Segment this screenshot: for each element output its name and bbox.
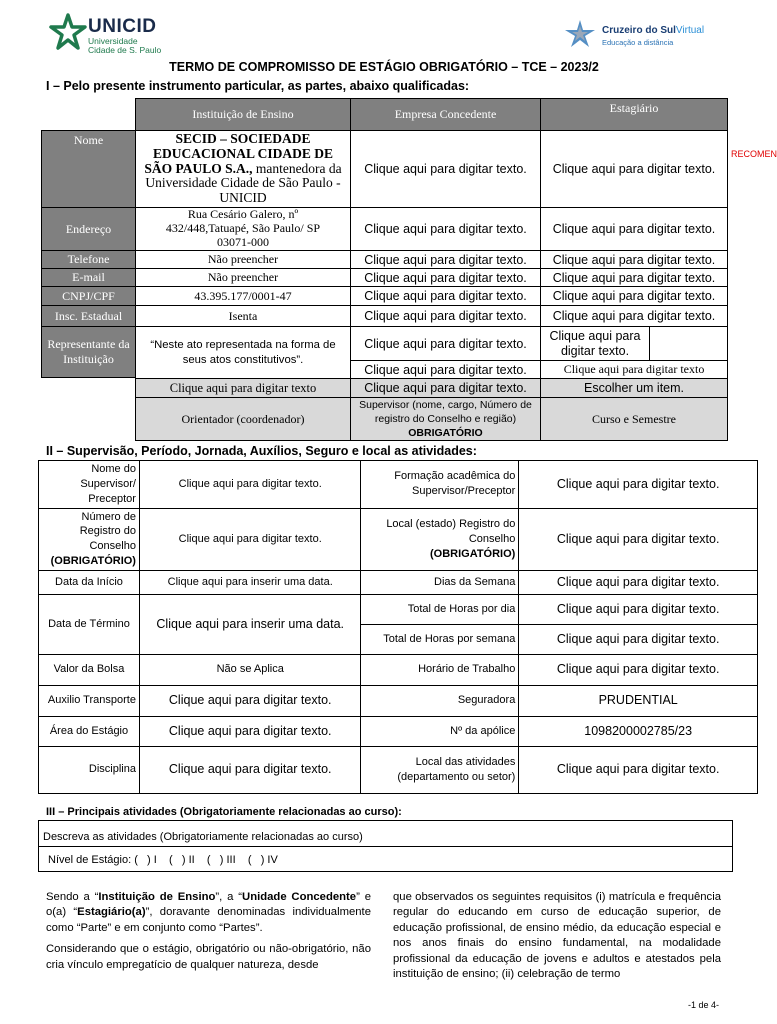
horario-field[interactable]: Clique aqui para digitar texto. xyxy=(519,654,758,685)
estagiario-cpf-field[interactable]: Clique aqui para digitar texto. xyxy=(540,286,728,306)
divider xyxy=(39,846,732,847)
estagiario-email-field[interactable]: Clique aqui para digitar texto. xyxy=(540,268,728,287)
curso-label: Curso e Semestre xyxy=(540,397,728,441)
unicid-line1: Universidade xyxy=(88,36,138,46)
label-num-registro xyxy=(39,508,140,570)
paragraph-considerando: Considerando que o estágio, obrigatório ou não-obrigatório, não cria vínculo empregatício de qualquer natureza, desde xyxy=(46,943,371,971)
empresa-endereco-field[interactable]: Clique aqui para digitar texto. xyxy=(350,207,541,251)
unicid-star-icon xyxy=(48,12,88,52)
label-auxilio: Auxilio Transporte xyxy=(39,685,140,716)
label-cnpj: CNPJ/CPF xyxy=(41,286,136,306)
estagiario-rep-line2: digitar texto. xyxy=(560,343,630,358)
empresa-insc-field[interactable]: Clique aqui para digitar texto. xyxy=(350,305,541,327)
inst-telefone: Não preencher xyxy=(135,250,351,269)
cruzeiro-tagline: Educação a distância xyxy=(602,38,674,47)
formacao-field[interactable]: Clique aqui para digitar texto. xyxy=(519,461,758,509)
inst-nome xyxy=(135,130,351,208)
unicid-name: UNICID xyxy=(88,16,157,37)
valor-bolsa-field[interactable]: Não se Aplica xyxy=(139,654,361,685)
section1-heading: I – Pelo presente instrumento particular, as partes, abaixo qualificadas: xyxy=(46,79,470,93)
label-representante: Representante da Instituição xyxy=(41,326,136,378)
label-dias-semana: Dias da Semana xyxy=(361,570,519,594)
label-data-termino: Data de Término xyxy=(39,594,140,654)
local-estado-field[interactable]: Clique aqui para digitar texto. xyxy=(519,508,758,570)
estagiario-telefone-field[interactable]: Clique aqui para digitar texto. xyxy=(540,250,728,269)
nome-supervisor-field[interactable]: Clique aqui para digitar texto. xyxy=(139,461,361,509)
label-endereco: Endereço xyxy=(41,207,136,251)
label-data-inicio: Data da Início xyxy=(39,570,140,594)
p1-b: Instituição de Ensino xyxy=(98,891,216,903)
cruzeiro-virtual: Virtual xyxy=(675,25,705,36)
num-registro-field[interactable]: Clique aqui para digitar texto. xyxy=(139,508,361,570)
header-empresa: Empresa Concedente xyxy=(350,98,541,131)
dias-semana-field[interactable]: Clique aqui para digitar texto. xyxy=(519,570,758,594)
label-telefone: Telefone xyxy=(41,250,136,269)
label-horas-semana: Total de Horas por semana xyxy=(361,624,519,654)
empresa-representante-field[interactable]: Clique aqui para digitar texto. xyxy=(350,326,541,361)
label-valor-bolsa: Valor da Bolsa xyxy=(39,654,140,685)
empresa-nome-field[interactable]: Clique aqui para digitar texto. xyxy=(350,130,541,208)
estagiario-insc-field[interactable]: Clique aqui para digitar texto. xyxy=(540,305,728,327)
body-col-right xyxy=(393,890,721,989)
p1-e: ” e o(a) “ xyxy=(46,891,371,919)
curso-select[interactable]: Escolher um item. xyxy=(540,378,728,398)
unicid-line2: Cidade de S. Paulo xyxy=(88,45,162,55)
atividades-box[interactable] xyxy=(38,820,733,872)
auxilio-field[interactable]: Clique aqui para digitar texto. xyxy=(139,685,361,716)
paragraph-partes xyxy=(46,890,371,936)
label-horas-dia: Total de Horas por dia xyxy=(361,594,519,624)
label-nome-supervisor: Nome do Supervisor/ Preceptor xyxy=(39,461,140,509)
local-estado-obrig: (OBRIGATÓRIO) xyxy=(429,547,516,560)
cruzeiro-logo xyxy=(562,18,712,52)
cruzeiro-star-icon xyxy=(562,18,598,50)
section3-heading: III – Principais atividades (Obrigatoriamente relacionadas ao curso): xyxy=(46,806,402,818)
seguradora-value: PRUDENTIAL xyxy=(519,685,758,716)
p1-g: ”, doravante denominadas individualmente como “Parte” e em conjunto como “Partes”. xyxy=(46,906,371,934)
inst-nome-rest: mantenedora da Universidade Cidade de São Paulo - UNICID xyxy=(145,160,342,206)
inst-nome-bold: SECID – SOCIEDADE EDUCACIONAL CIDADE DE SÃO PAULO S.A., xyxy=(144,130,334,176)
orientador-label: Orientador (coordenador) xyxy=(135,397,351,441)
supervisor-label xyxy=(350,397,541,441)
label-local-atividades: Local das atividades (departamento ou setor) xyxy=(361,746,519,793)
supervisor-label-text: Supervisor (nome, cargo, Número de registro do Conselho e região) xyxy=(359,398,532,425)
area-field[interactable]: Clique aqui para digitar texto. xyxy=(139,716,361,746)
p1-d: Unidade Concedente xyxy=(242,891,357,903)
inst-cnpj: 43.395.177/0001-47 xyxy=(135,286,351,306)
inst-email: Não preencher xyxy=(135,268,351,287)
empresa-representante-field-2[interactable]: Clique aqui para digitar texto. xyxy=(350,360,541,379)
data-inicio-field[interactable]: Clique aqui para inserir uma data. xyxy=(139,570,361,594)
estagiario-endereco-field[interactable]: Clique aqui para digitar texto. xyxy=(540,207,728,251)
unicid-logo xyxy=(48,12,168,54)
apolice-value: 1098200002785/23 xyxy=(519,716,758,746)
label-horario: Horário de Trabalho xyxy=(361,654,519,685)
estagiario-nome-field[interactable]: Clique aqui para digitar texto. xyxy=(540,130,728,208)
local-estado-text: Local (estado) Registro do Conselho xyxy=(386,517,516,545)
inst-endereco: Rua Cesário Galero, nº 432/448,Tatuapé, São Paulo/ SP 03071-000 xyxy=(135,207,351,251)
descreva-text: Descreva as atividades (Obrigatoriamente relacionadas ao curso) xyxy=(43,831,363,843)
page-number: -1 de 4- xyxy=(688,1000,720,1010)
header-instituicao: Instituição de Ensino xyxy=(135,98,351,131)
paragraph-requisitos: que observados os seguintes requisitos (i) matrícula e frequência regular do educando em curso de educação superior, de educação profissional, de ensino médio, da educação especial e nos anos finais do ensino fundamental, na modalidade profissional da educação de jovens e adultos e atestados pela instituição de ensino; (ii) celebração de termo xyxy=(393,891,721,981)
supervisor-field[interactable]: Clique aqui para digitar texto. xyxy=(350,378,541,398)
label-local-estado xyxy=(361,508,519,570)
header-estagiario: Estagiário xyxy=(540,98,728,131)
label-seguradora: Seguradora xyxy=(361,685,519,716)
label-insc: Insc. Estadual xyxy=(41,305,136,327)
body-col-left xyxy=(46,890,371,979)
p1-f: Estagiário(a) xyxy=(77,906,146,919)
empresa-email-field[interactable]: Clique aqui para digitar texto. xyxy=(350,268,541,287)
data-termino-field[interactable]: Clique aqui para inserir uma data. xyxy=(139,594,361,654)
p1-c: ”, a “ xyxy=(215,891,243,903)
empresa-telefone-field[interactable]: Clique aqui para digitar texto. xyxy=(350,250,541,269)
cruzeiro-name: Cruzeiro do Sul xyxy=(602,25,676,36)
side-note: RECOMEN xyxy=(731,149,777,159)
disciplina-field[interactable]: Clique aqui para digitar texto. xyxy=(139,746,361,793)
estagiario-rep-line1: Clique aqui para xyxy=(549,328,641,343)
empresa-cnpj-field[interactable]: Clique aqui para digitar texto. xyxy=(350,286,541,306)
orientador-field[interactable]: Clique aqui para digitar texto xyxy=(135,378,351,398)
horas-dia-field[interactable]: Clique aqui para digitar texto. xyxy=(519,594,758,624)
supervisor-obrigatorio: OBRIGATÓRIO xyxy=(408,427,483,440)
document-title: TERMO DE COMPROMISSO DE ESTÁGIO OBRIGATÓRIO – TCE – 2023/2 xyxy=(169,60,599,74)
label-nome: Nome xyxy=(41,130,136,208)
p1-a: Sendo a “ xyxy=(46,891,99,903)
horas-semana-field[interactable]: Clique aqui para digitar texto. xyxy=(519,624,758,654)
section2-heading: II – Supervisão, Período, Jornada, Auxílios, Seguro e local as atividades: xyxy=(46,444,477,458)
num-registro-obrig: (OBRIGATÓRIO) xyxy=(50,555,136,568)
label-formacao: Formação acadêmica do Supervisor/Preceptor xyxy=(361,461,519,509)
inst-representante: “Neste ato representada na forma de seus atos constitutivos”. xyxy=(135,326,351,379)
label-area: Área do Estágio xyxy=(39,716,140,746)
estagiario-rep-field[interactable] xyxy=(540,326,650,361)
section2-table xyxy=(38,460,758,794)
label-apolice: Nº da apólice xyxy=(361,716,519,746)
local-atividades-field[interactable]: Clique aqui para digitar texto. xyxy=(519,746,758,793)
estagiario-rep-blank[interactable] xyxy=(649,326,728,361)
nivel-text[interactable]: Nível de Estágio: ( ) I ( ) II ( ) III ( ) IV xyxy=(48,854,278,866)
label-email: E-mail xyxy=(41,268,136,287)
label-disciplina: Disciplina xyxy=(39,746,140,793)
inst-insc: Isenta xyxy=(135,305,351,327)
estagiario-rep-field-2[interactable]: Clique aqui para digitar texto xyxy=(540,360,728,379)
num-registro-text: Número de Registro do Conselho xyxy=(79,510,136,553)
